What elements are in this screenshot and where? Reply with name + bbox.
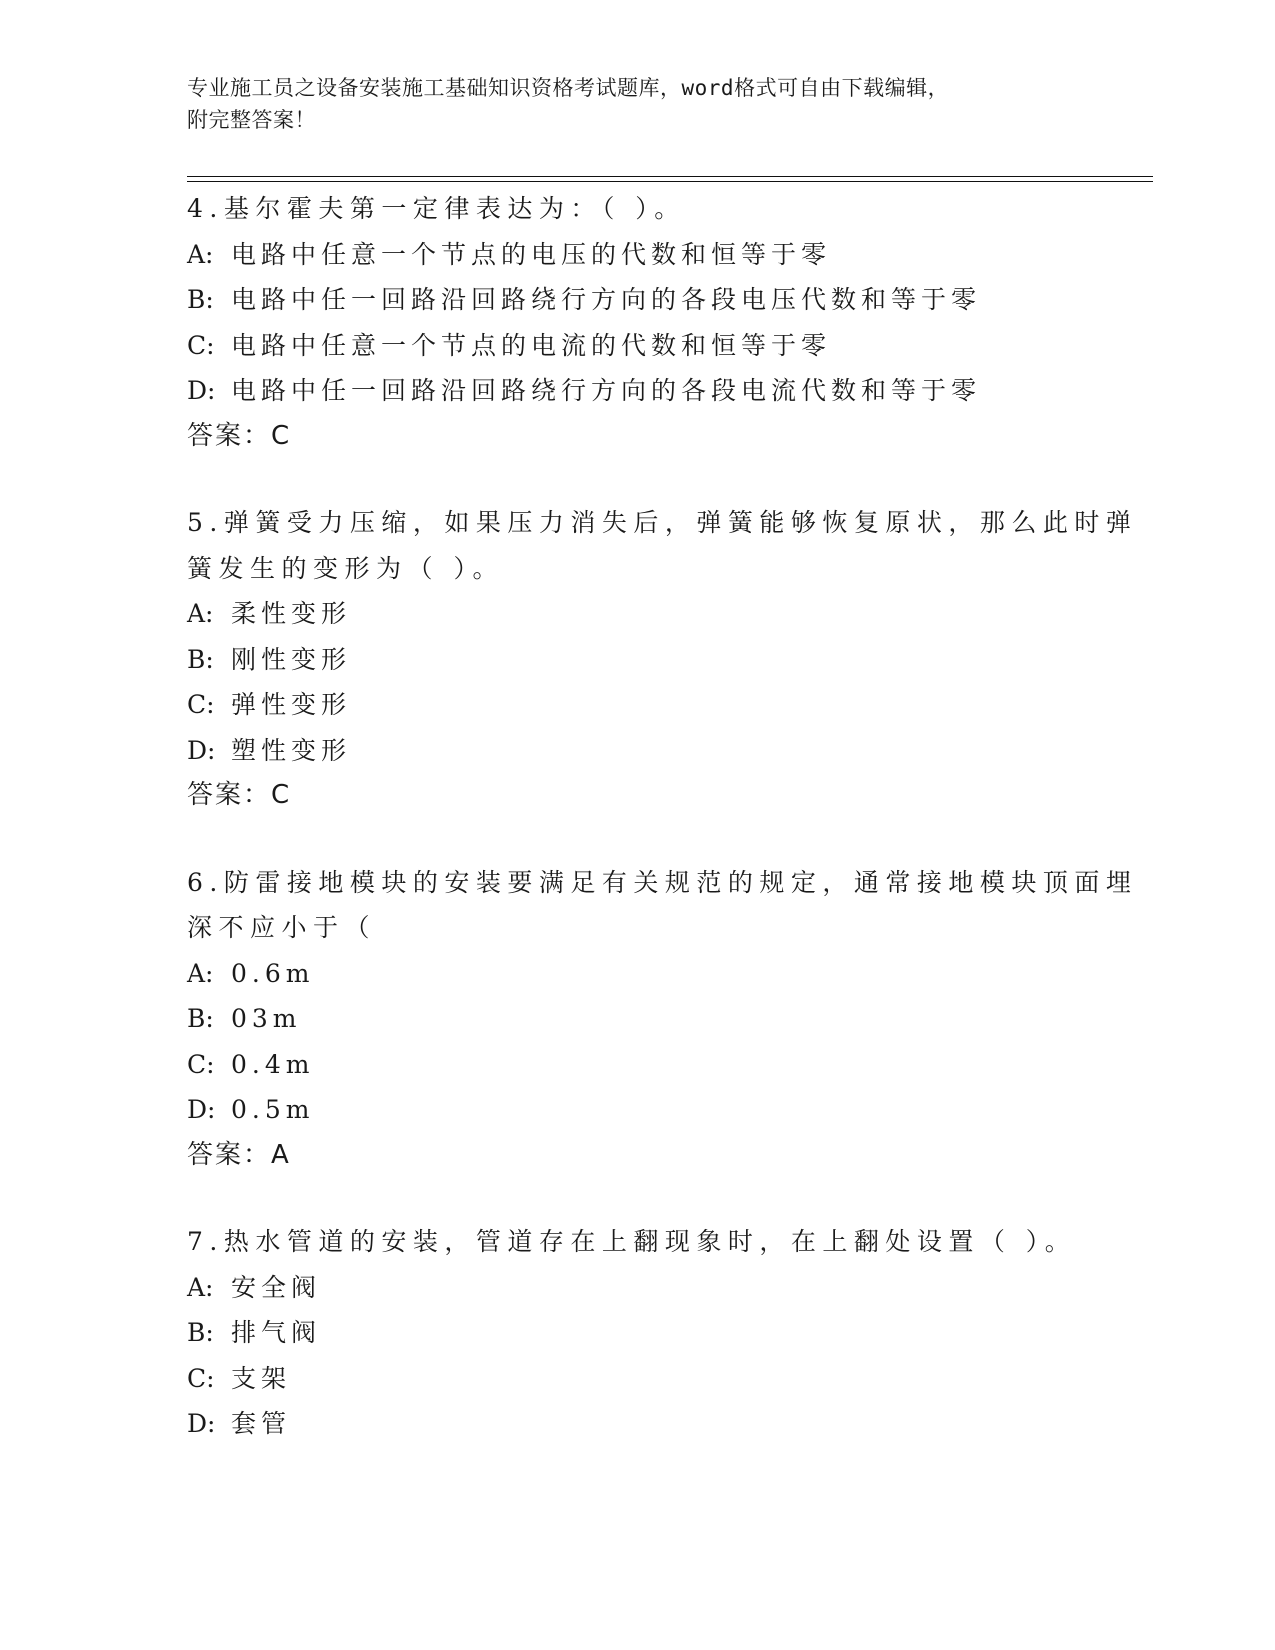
document-header	[187, 72, 1067, 136]
question-7	[187, 1219, 1087, 1447]
question-5	[187, 500, 1138, 819]
option-letter: B:	[187, 1318, 214, 1347]
question-list	[187, 186, 1138, 1488]
question-stem: 4.基尔霍夫第一定律表达为：（ ）。	[187, 194, 686, 223]
option-letter: C:	[187, 1049, 215, 1079]
question-stem: 5.弹簧受力压缩，如果压力消失后，弹簧能够恢复原状，那么此时弹	[187, 508, 1138, 537]
answer-label: 答案：A	[187, 1139, 291, 1170]
option-text: 电路中任一回路沿回路绕行方向的各段电压代数和等于零	[231, 285, 982, 314]
option-d	[187, 728, 1087, 774]
option-text: 0.5m	[231, 1095, 315, 1124]
option-letter: D:	[187, 1095, 216, 1124]
option-text: 安全阀	[231, 1272, 322, 1302]
question-stem-continued: 簧发生的变形为（ ）。	[187, 553, 504, 583]
option-letter: C:	[187, 330, 215, 360]
option-text: 支架	[231, 1363, 292, 1393]
option-c	[187, 323, 1087, 369]
option-text: 柔性变形	[231, 599, 352, 628]
header-divider-bottom	[187, 181, 1153, 182]
option-letter: D:	[187, 376, 216, 405]
header-line-1: 专业施工员之设备安装施工基础知识资格考试题库，word格式可自由下载编辑，	[187, 76, 950, 100]
option-letter: B:	[187, 285, 214, 314]
option-text: 排气阀	[231, 1318, 322, 1347]
question-stem: 6.防雷接地模块的安装要满足有关规范的规定，通常接地模块顶面埋	[187, 867, 1138, 897]
option-letter: A:	[187, 599, 214, 628]
option-d	[187, 368, 1087, 414]
option-b	[187, 277, 1087, 323]
question-6	[187, 860, 1138, 1179]
option-letter: C:	[187, 1363, 215, 1393]
answer-label: 答案：C	[187, 780, 292, 810]
question-4	[187, 186, 1087, 459]
option-a	[187, 232, 1087, 278]
option-letter: D:	[187, 735, 216, 765]
option-c	[187, 1356, 1087, 1402]
option-text: 03m	[231, 1004, 302, 1033]
option-text: 电路中任一回路沿回路绕行方向的各段电流代数和等于零	[231, 376, 982, 405]
answer-label: 答案：C	[187, 420, 292, 451]
option-b	[187, 1310, 1087, 1356]
question-stem: 7.热水管道的安装，管道存在上翻现象时，在上翻处设置（ ）。	[187, 1227, 1077, 1256]
option-a	[187, 951, 1087, 997]
option-d	[187, 1087, 1087, 1133]
option-letter: D:	[187, 1409, 216, 1438]
option-b	[187, 996, 1087, 1042]
option-text: 套管	[231, 1409, 292, 1438]
option-letter: A:	[187, 1272, 214, 1302]
header-divider-top	[187, 176, 1153, 177]
option-c	[187, 682, 1087, 728]
option-d	[187, 1401, 1087, 1447]
option-text: 刚性变形	[231, 644, 352, 674]
option-text: 塑性变形	[231, 735, 352, 765]
option-c	[187, 1042, 1087, 1088]
option-a	[187, 1265, 1087, 1311]
option-letter: A:	[187, 239, 214, 269]
option-text: 电路中任意一个节点的电压的代数和恒等于零	[231, 239, 832, 269]
option-letter: B:	[187, 644, 214, 674]
option-text: 0.4m	[231, 1049, 315, 1079]
option-letter: A:	[187, 958, 214, 988]
option-a	[187, 591, 1087, 637]
option-text: 0.6m	[231, 958, 315, 988]
option-letter: C:	[187, 690, 215, 719]
header-line-2: 附完整答案！	[187, 108, 316, 132]
option-letter: B:	[187, 1004, 214, 1033]
option-text: 电路中任意一个节点的电流的代数和恒等于零	[231, 330, 832, 360]
option-text: 弹性变形	[231, 690, 352, 719]
question-stem-continued: 深不应小于（	[187, 913, 377, 942]
option-b	[187, 637, 1087, 683]
